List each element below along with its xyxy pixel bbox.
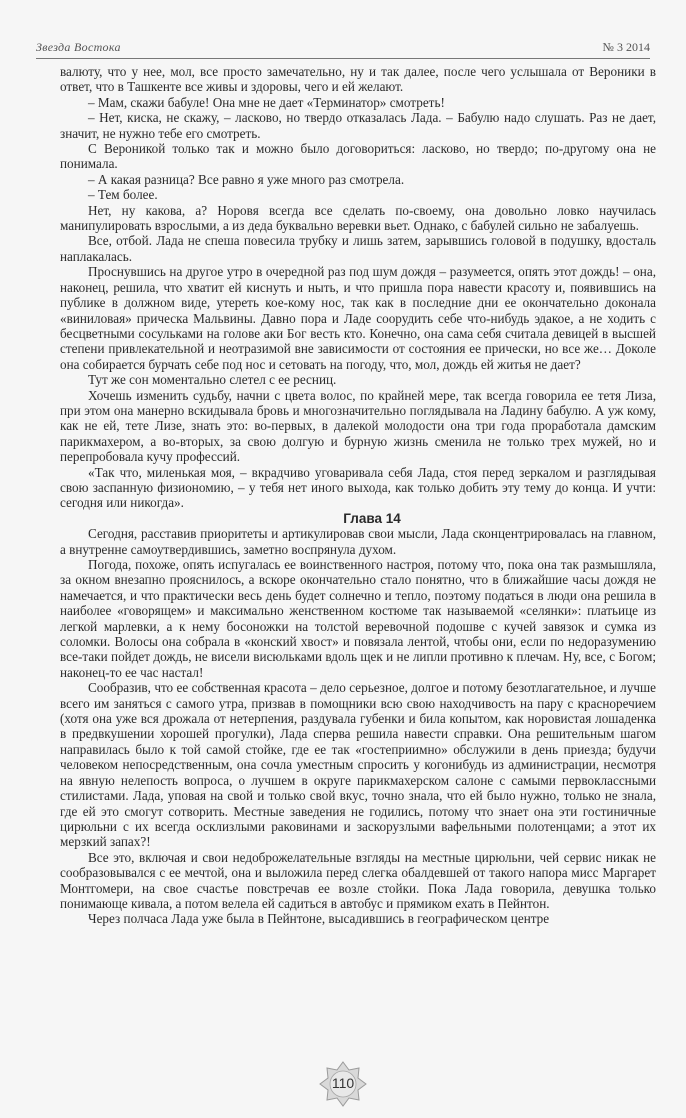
- journal-title: Звезда Востока: [36, 40, 121, 54]
- paragraph: Сегодня, расставив приоритеты и артикулировав свои мысли, Лада сконцентрировалась на главном, а внутренне самоутвердившись, заметно воспрянула духом.: [60, 526, 656, 557]
- page-number: 110: [331, 1075, 355, 1091]
- header-rule: [36, 58, 650, 59]
- paragraph: Хочешь изменить судьбу, начни с цвета волос, по крайней мере, так всегда говорила ее тетя Лиза, при этом она манерно вскидывала бровь и многозначительно поглядывала на Ладину бабулю. А уж кому, как не ей, тете Лизе, знать это: во-первых, в далекой молодости она три года проработала дамским парикмахером, а во-вторых, за свою долгую и бурную жизнь сменила не только трех мужей, но и перепробовала кучу профессий.: [60, 387, 656, 465]
- paragraph: валюту, что у нее, мол, все просто замечательно, ну и так далее, после чего услышала от Вероники в ответ, что в Ташкенте все живы и здоровы, чего и ей желают.: [60, 64, 656, 95]
- paragraph: С Вероникой только так и можно было договориться: ласково, но твердо; по-другому она не понимала.: [60, 141, 656, 172]
- body-text: [60, 64, 656, 927]
- running-header: [36, 38, 650, 58]
- paragraph: – Мам, скажи бабуле! Она мне не дает «Терминатор» смотреть!: [88, 94, 445, 110]
- paragraph: Через полчаса Лада уже была в Пейнтоне, высадившись в географическом центре: [88, 911, 550, 927]
- paragraph: – Нет, киска, не скажу, – ласково, но твердо отказалась Лада. – Бабулю надо слушать. Раз не дает, значит, не нужно тебе его смотреть.: [60, 110, 656, 141]
- paragraph: Нет, ну какова, а? Норовя всегда все сделать по-своему, она довольно ловко научилась манипулировать взрослыми, а из деда буквально веревки вьет. Однако, с бабулей сильно не забалуешь.: [60, 202, 656, 234]
- page-number-ornament: [318, 1060, 368, 1108]
- paragraph: Тут же сон моментально слетел с ее ресниц.: [88, 372, 337, 388]
- issue-number: № 3 2014: [602, 40, 650, 54]
- paragraph: – А какая разница? Все равно я уже много раз смотрела.: [88, 171, 405, 187]
- paragraph: Все, отбой. Лада не спеша повесила трубку и лишь затем, зарывшись головой в подушку, вдосталь наплакалась.: [60, 233, 656, 264]
- paragraph: Все это, включая и свои недоброжелательные взгляды на местные цирюльни, чей сервис никак не сообразовывался с ее мечтой, она и выложила перед слегка обалдевшей от такого напора мисс Маргарет Монтгомери, на свое счастье повстречав ее возле стойки. Пока Лада говорила, девушка только понимающе кивала, а потом велела ей садиться в автобус и прямиком ехать в Пейнтон.: [60, 849, 656, 911]
- paragraph: Проснувшись на другое утро в очередной раз под шум дождя – разумеется, опять этот дождь! – она, наконец, решила, что хватит ей киснуть и ныть, и что пришла пора навести красоту и, появившись на публике в должном виде, утереть кое-кому нос, так как в последние дни ее окончательно доконала «виниловая» прическа Мальвины. Давно пора и Ладе соорудить себе что-нибудь эдакое, а не ходить с бесцветными сосульками на голове аки Бог весть кто. Конечно, она сама себя считала девицей в высшей степени привлекательной и неотразимой вне зависимости от состояния ее прически, но все же… Доколе она собирается бурчать себе под нос и сетовать на погоду, что, мол, дождь ей житья не дает?: [60, 264, 656, 372]
- chapter-title: Глава 14: [343, 510, 401, 526]
- paragraph: Погода, похоже, опять испугалась ее воинственного настроя, потому что, пока она так размышляла, за окном внезапно прояснилось, а вскоре окончательно стало понятно, что в ближайшие часы дождя не намечается, и что практически весь день будет солнечно и тепло, поэтому податься в люди она решила в наиболее «говорящем» и максимально женственном костюме так называемой «селянки»: платьице из легкой марлевки, а к нему босоножки на толстой веревочной подошве с кучей завязок и сумка из соломки. Волосы она собрала в «конский хвост» и повязала лентой, чтобы они, если по недоразумению все-таки пойдет дождь, не висели висюльками вдоль щек и не липли противно к плечам. Ну, все, с Богом; наконец-то ее час настал!: [60, 557, 656, 680]
- paragraph: Сообразив, что ее собственная красота – дело серьезное, долгое и потому безотлагательное, и лучше всего им заняться с самого утра, призвав в помощники всю свою находчивость на пару с красноречием (хотя она уже вся дрожала от нетерпения, раздувала губенки и била копытом, как норовистая лошаденка в предвкушении хорошей прогулки), Лада сперва решила навести справки. Она решительным шагом направилась было к той самой стойке, где ее так «гостеприимно» обслужили в день приезда; будучи человеком непосредственным, она сочла уместным спросить у когонибудь из администрации, несмотря на явную нелепость вопроса, о лучшем в округе парикмахерском салоне с самыми первоклассными стилистами. Лада, уповая на свой и только свой вкус, точно знала, что ей было нужно, только не знала, где ей это смогут сотворить. Местные заведения не годились, потому что знает она эти гостиничные цирюльни с их всегда осклизлыми раковинами и заскорузлыми вафельными полотенцами; а этот их мерзкий запах?!: [60, 680, 656, 850]
- paragraph: – Тем более.: [88, 187, 158, 203]
- paragraph: «Так что, миленькая моя, – вкрадчиво уговаривала себя Лада, стоя перед зеркалом и разглядывая свою заспанную физиономию, – у тебя нет иного выхода, как только добить эту тему до конца. И учти: сегодня или никогда».: [60, 464, 656, 511]
